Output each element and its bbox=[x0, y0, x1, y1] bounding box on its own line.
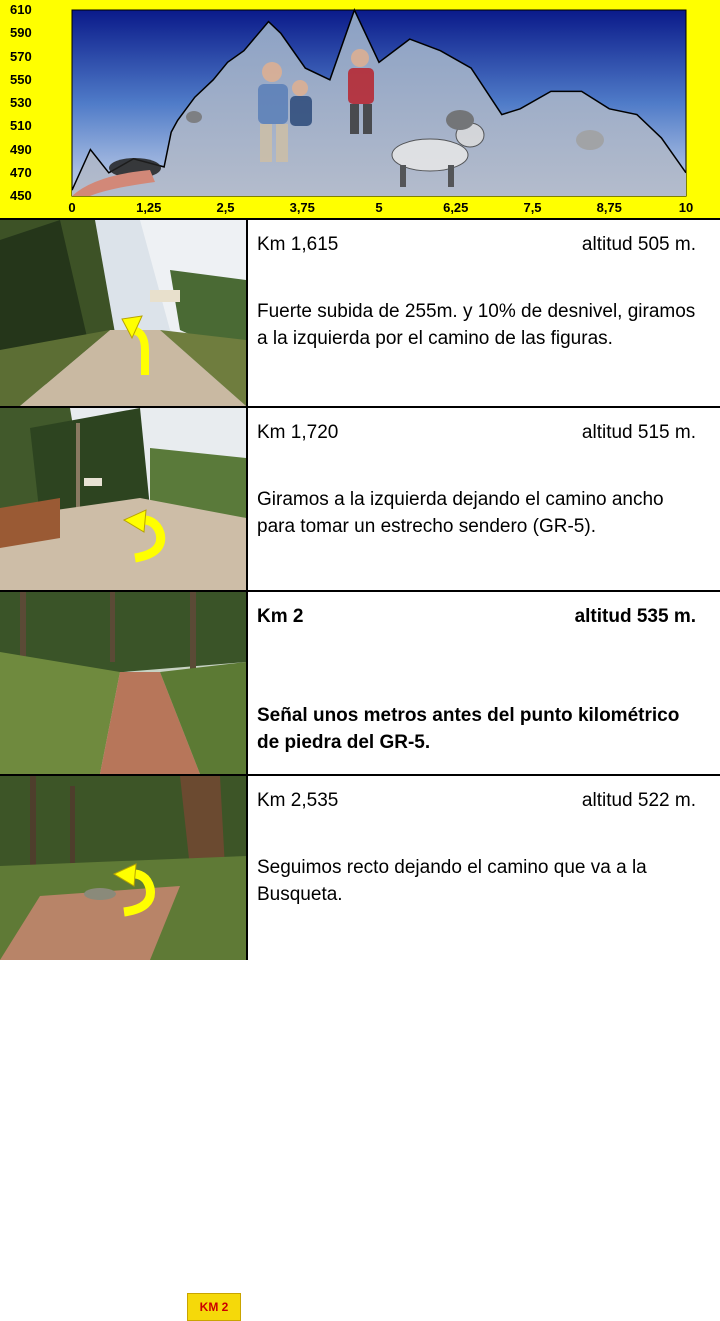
entry-row bbox=[0, 220, 720, 406]
km-marker-sign: KM 2 bbox=[187, 1293, 241, 1321]
entry-text bbox=[248, 776, 720, 960]
y-tick-label: 590 bbox=[10, 25, 32, 41]
x-tick-label: 8,75 bbox=[596, 200, 622, 215]
y-tick-label: 550 bbox=[10, 71, 32, 87]
elevation-chart bbox=[0, 0, 720, 218]
table-top-border bbox=[0, 218, 720, 220]
y-tick-label: 450 bbox=[10, 188, 32, 203]
x-tick-label: 5 bbox=[375, 200, 383, 215]
y-tick-label: 490 bbox=[10, 141, 32, 157]
y-tick-label: 470 bbox=[10, 164, 32, 180]
km-label: Km 1,720 bbox=[257, 422, 339, 443]
y-tick-label: 510 bbox=[10, 118, 32, 134]
trail-photo bbox=[0, 408, 246, 590]
entry-description: Fuerte subida de 255m. y 10% de desnivel, giramos a la izquierda por el camino de las figuras. bbox=[257, 301, 696, 349]
trail-photo bbox=[0, 776, 246, 960]
entry-text bbox=[248, 220, 720, 406]
entry-description: Señal unos metros antes del punto kilométrico de piedra del GR-5. bbox=[257, 705, 680, 753]
entry-description: Seguimos recto dejando el camino que va a la Busqueta. bbox=[257, 857, 647, 905]
altitude-label: altitud 505 m. bbox=[581, 234, 696, 255]
x-tick-label: 10 bbox=[678, 200, 694, 215]
km-label: Km 1,615 bbox=[257, 234, 339, 255]
altitude-label: altitud 535 m. bbox=[574, 606, 696, 627]
altitude-label: altitud 515 m. bbox=[581, 422, 696, 443]
entry-description: Giramos a la izquierda dejando el camino ancho para tomar un estrecho sendero (GR-5). bbox=[257, 489, 664, 537]
km-label: Km 2 bbox=[257, 606, 304, 627]
x-tick-label: 1,25 bbox=[136, 200, 162, 215]
km-label: Km 2,535 bbox=[257, 790, 339, 811]
x-tick-label: 0 bbox=[68, 200, 76, 215]
x-tick-label: 6,25 bbox=[443, 200, 469, 215]
y-tick-label: 530 bbox=[10, 95, 32, 110]
elevation-profile bbox=[0, 0, 720, 218]
y-tick-label: 610 bbox=[10, 2, 32, 17]
entry-row bbox=[0, 408, 720, 590]
entry-row bbox=[0, 776, 720, 960]
entry-text bbox=[248, 592, 720, 774]
x-tick-label: 3,75 bbox=[289, 200, 315, 215]
x-tick-label: 2,5 bbox=[216, 200, 235, 215]
x-tick-label: 7,5 bbox=[523, 200, 542, 215]
entry-text bbox=[248, 408, 720, 590]
y-tick-label: 570 bbox=[10, 48, 32, 64]
column-divider bbox=[246, 220, 248, 960]
altitude-label: altitud 522 m. bbox=[581, 790, 696, 811]
trail-photo bbox=[0, 592, 246, 774]
trail-photo bbox=[0, 220, 246, 406]
